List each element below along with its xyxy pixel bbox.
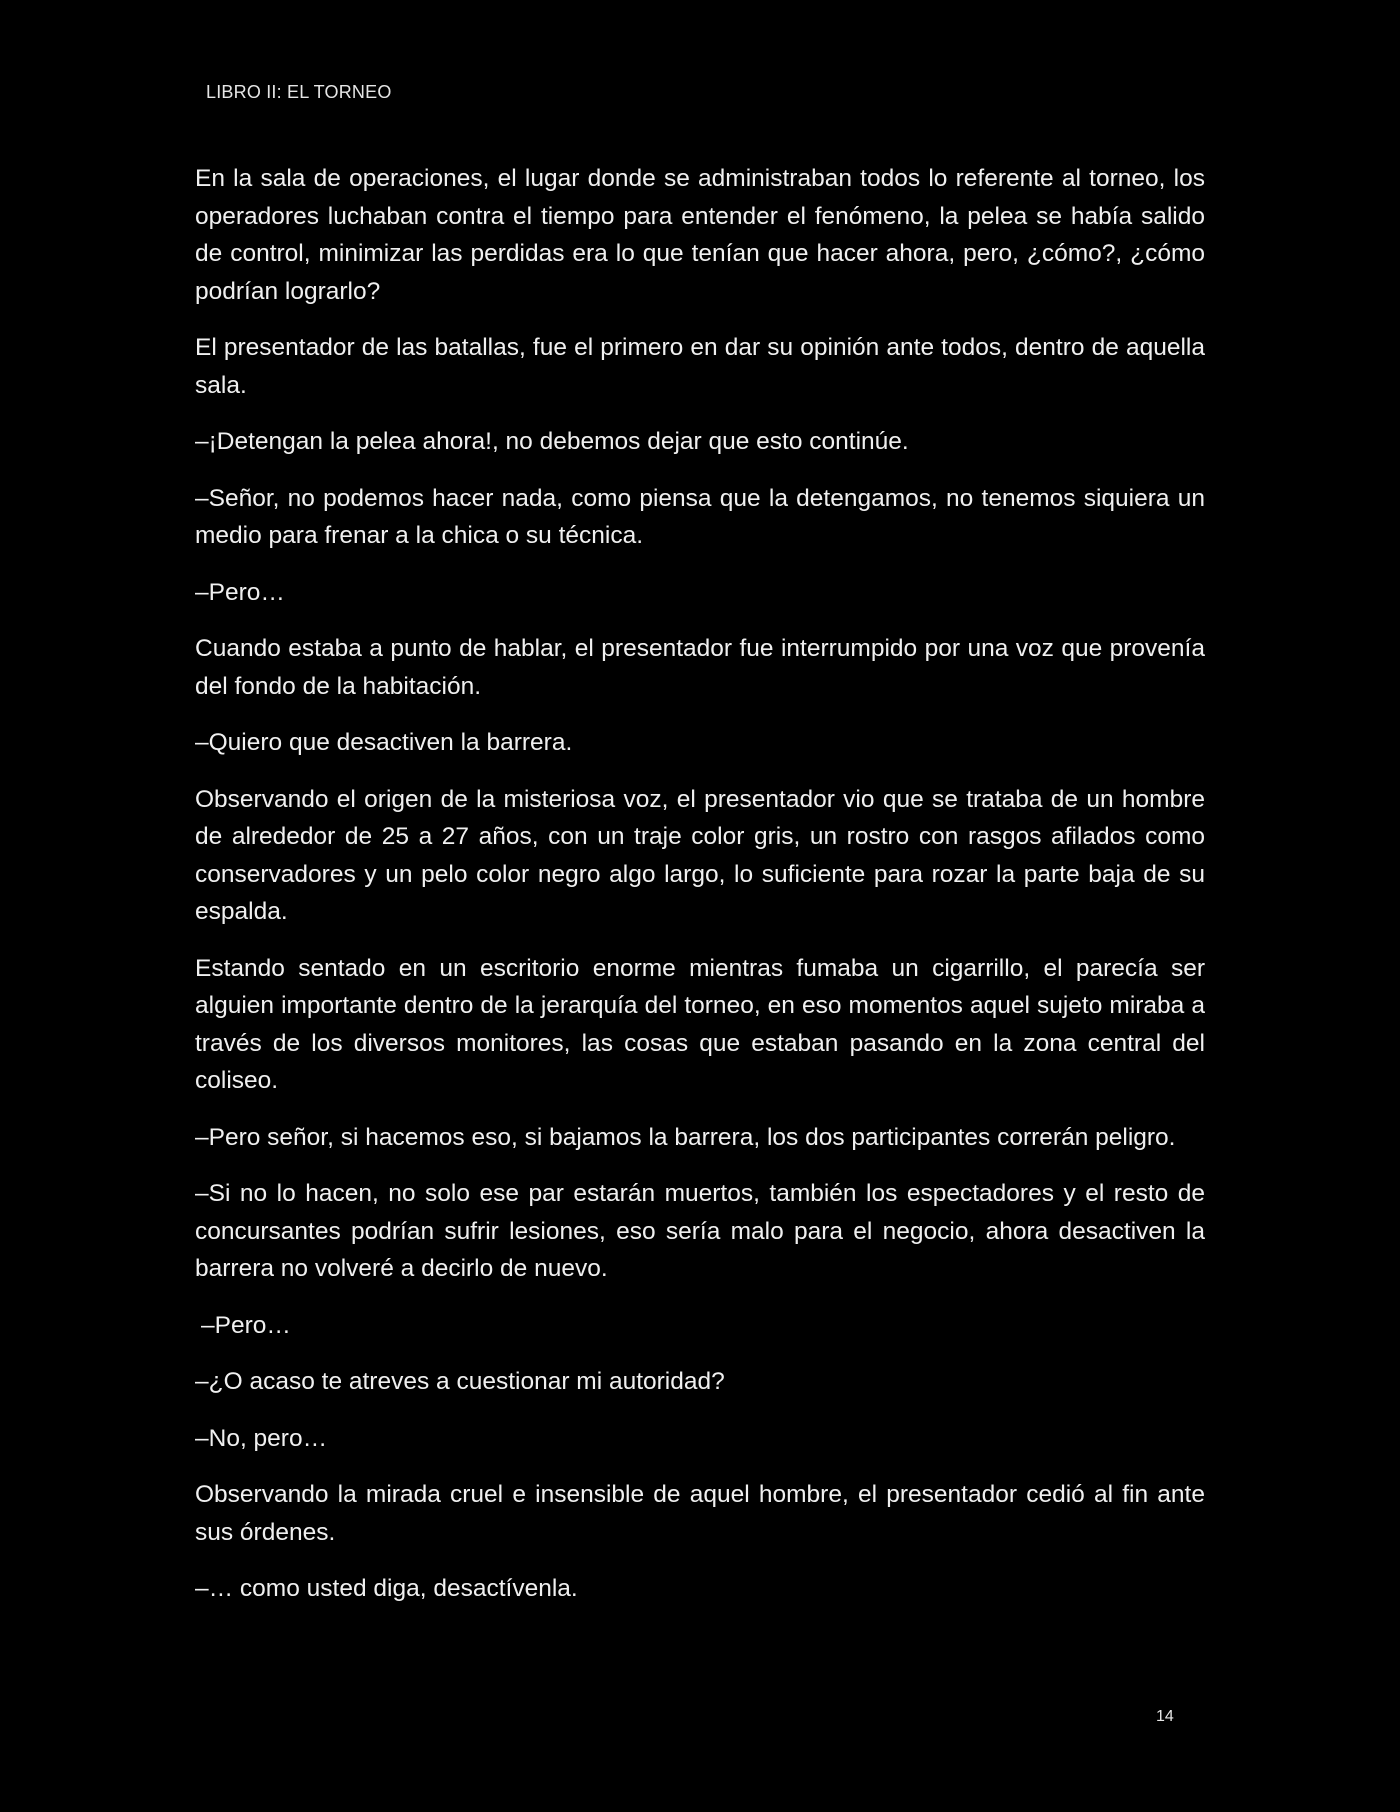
paragraph: –Quiero que desactiven la barrera. — [195, 729, 573, 756]
paragraph: Cuando estaba a punto de hablar, el presentador fue interrumpido por una voz que provenía del fondo de la habitación. — [195, 635, 1205, 700]
paragraph: En la sala de operaciones, el lugar donde se administraban todos lo referente al torneo, los operadores luchaban contra el tiempo para entender el fenómeno, la pelea se había salido de control, minimizar las perdidas era lo que tenían que hacer ahora, pero, ¿cómo?, ¿cómo podrían lograrlo? — [195, 165, 1205, 305]
paragraph: –¿O acaso te atreves a cuestionar mi autoridad? — [195, 1368, 725, 1395]
paragraph: Estando sentado en un escritorio enorme mientras fumaba un cigarrillo, el parecía ser alguien importante dentro de la jerarquía del torneo, en eso momentos aquel sujeto miraba a través de los diversos monitores, las cosas que estaban pasando en la zona central del coliseo. — [195, 954, 1205, 1094]
paragraph: –Si no lo hacen, no solo ese par estarán muertos, también los espectadores y el resto de concursantes podrían sufrir lesiones, eso sería malo para el negocio, ahora desactiven la barrera no volveré a decirlo de nuevo. — [195, 1180, 1205, 1282]
page-number: 14 — [1156, 1708, 1174, 1725]
paragraph: Observando la mirada cruel e insensible de aquel hombre, el presentador cedió al fin ante sus órdenes. — [195, 1481, 1205, 1546]
paragraph: Observando el origen de la misteriosa voz, el presentador vio que se trataba de un hombre de alrededor de 25 a 27 años, con un traje color gris, un rostro con rasgos afilados como conservadores y un pelo color negro algo largo, lo suficiente para rozar la parte baja de su espalda. — [195, 785, 1205, 925]
paragraph: –Señor, no podemos hacer nada, como piensa que la detengamos, no tenemos siquiera un medio para frenar a la chica o su técnica. — [195, 484, 1205, 549]
paragraph: –… como usted diga, desactívenla. — [195, 1575, 578, 1602]
paragraph: El presentador de las batallas, fue el primero en dar su opinión ante todos, dentro de aquella sala. — [195, 334, 1205, 399]
body-text — [195, 160, 1205, 1627]
paragraph: –Pero… — [201, 1311, 291, 1339]
paragraph: –No, pero… — [195, 1424, 328, 1452]
running-header: LIBRO II: EL TORNEO — [206, 82, 392, 102]
paragraph: –Pero… — [195, 578, 285, 606]
paragraph: –¡Detengan la pelea ahora!, no debemos dejar que esto continúe. — [195, 428, 909, 455]
paragraph: –Pero señor, si hacemos eso, si bajamos la barrera, los dos participantes correrán peligro. — [195, 1123, 1176, 1151]
